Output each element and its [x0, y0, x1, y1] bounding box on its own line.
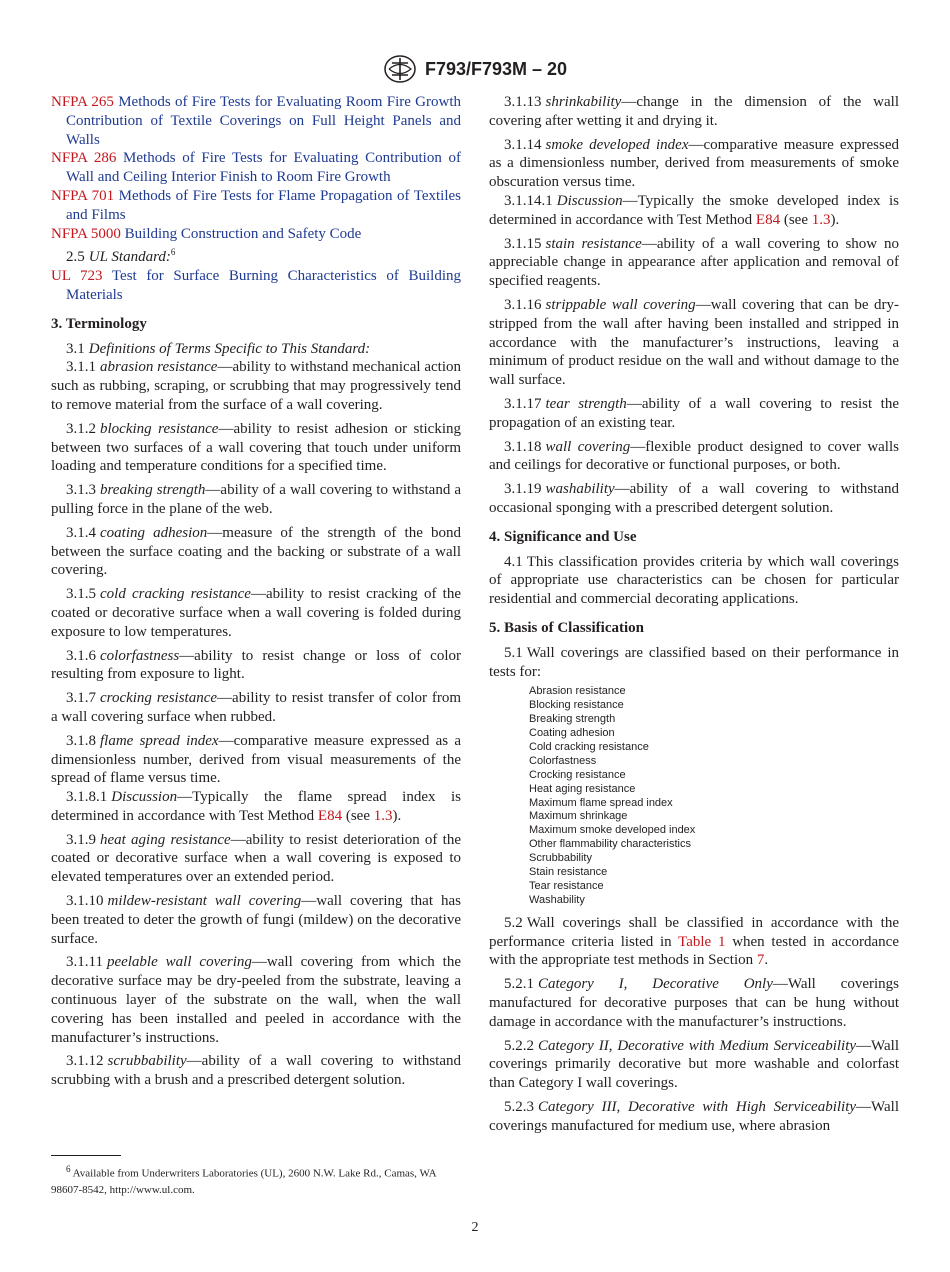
ref-code[interactable]: NFPA 5000 — [51, 225, 121, 242]
link-section-1-3[interactable]: 1.3 — [373, 807, 393, 824]
definition-paragraph: 3.1 Definitions of Terms Specific to This Standard: — [66, 340, 371, 357]
list-item: Coating adhesion — [529, 727, 615, 740]
paragraph-5-2: 5.2 Wall coverings shall be classified in accordance with the performance criteria listed in Table 1 when tested in accordance with the appropriate test methods in Section 7. — [489, 914, 899, 969]
paragraph-4-1: 4.1 This classification provides criteria by which wall coverings of appropriate use characteristics can be chosen for particular residential and commercial decorating applications. — [489, 553, 899, 608]
list-item: Heat aging resistance — [529, 782, 636, 795]
definition-paragraph: 3.1.1 abrasion resistance—ability to withstand mechanical action such as rubbing, scraping, or scrubbing that may progressively tend to remove material from the surface of a wall covering. — [51, 359, 461, 413]
list-item: Stain resistance — [529, 866, 608, 879]
list-item: Maximum smoke developed index — [529, 824, 696, 837]
ref-title[interactable]: Methods of Fire Tests for Evaluating Contribution of Wall and Ceiling Interior Finish to Room Fire Growth — [66, 150, 462, 186]
left-column — [51, 93, 461, 1095]
category-paragraph: 5.2.3 Category III, Decorative with High Serviceability—Wall coverings manufactured for medium use, where abrasion — [489, 1098, 899, 1134]
ref-code[interactable]: UL 723 — [51, 268, 103, 285]
definition-paragraph: 3.1.19 washability—ability of a wall covering to withstand occasional sponging with a prescribed detergent solution. — [489, 481, 899, 516]
definition-paragraph: 3.1.15 stain resistance—ability of a wall covering to show no appreciable change in appearance after application and removal of specified reagents. — [489, 235, 900, 290]
list-item: Abrasion resistance — [529, 685, 626, 698]
ref-title[interactable]: Test for Surface Burning Characteristics of Building Materials — [66, 268, 461, 303]
definition-paragraph: 3.1.13 shrinkability—change in the dimension of the wall covering after wetting it and drying it. — [489, 94, 899, 129]
reference-nfpa-5000 — [51, 225, 461, 244]
astm-logo-icon — [383, 54, 417, 84]
list-item: Tear resistance — [529, 880, 604, 892]
list-item: Crocking resistance — [529, 768, 626, 781]
list-item: Maximum flame spread index — [529, 796, 673, 809]
definition-paragraph: 3.1.2 blocking resistance—ability to resist adhesion or sticking between two surfaces of a wall covering that touch under uniform loading and temperature conditions for a specified time. — [51, 420, 461, 475]
reference-ul-723 — [51, 267, 461, 305]
link-section-7[interactable]: 7 — [756, 952, 765, 969]
paragraph-5-1: 5.1 Wall coverings are classified based on their performance in tests for: — [489, 644, 899, 680]
ref-code[interactable]: NFPA 265 — [51, 94, 114, 110]
definition-paragraph: 3.1.6 colorfastness—ability to resist change or loss of color resulting from exposure to light. — [51, 647, 461, 683]
footnote-divider — [51, 1155, 121, 1156]
discussion-paragraph: 3.1.8.1 Discussion—Typically the flame spread index is determined in accordance with Test Method E84 (see 1.3). — [51, 789, 461, 824]
definition-paragraph: 3.1.7 crocking resistance—ability to resist transfer of color from a wall covering surface when rubbed. — [51, 690, 462, 725]
ref-code[interactable]: NFPA 286 — [51, 150, 117, 167]
definition-paragraph: 3.1.11 peelable wall covering—wall covering from which the decorative surface may be dry-peeled from the substrate, leaving a continuous layer of the substrate on the wall, when the wall covering has been installed and peeled in accordance with the manufacturer’s instructions. — [51, 954, 461, 1046]
definition-paragraph: 3.1.8 flame spread index—comparative measure expressed as a dimensionless number, derived from visual measurements of the spread of flame versus time. — [51, 732, 461, 787]
definition-paragraph: 3.1.18 wall covering—flexible product designed to cover walls and ceilings for decorative or functional purposes, or both. — [489, 438, 899, 474]
list-item: Breaking strength — [529, 713, 616, 726]
link-section-1-3[interactable]: 1.3 — [811, 211, 831, 228]
ref-title[interactable]: Building Construction and Safety Code — [124, 225, 362, 242]
category-paragraph: 5.2.1 Category I, Decorative Only—Wall coverings manufactured for decorative purposes that can be hung without damage in accordance with the manufacturer’s instructions. — [489, 976, 899, 1030]
list-item: Cold cracking resistance — [529, 740, 649, 753]
ref-title[interactable]: Methods of Fire Tests for Flame Propagation of Textiles and Films — [66, 187, 462, 223]
link-e84[interactable]: E84 — [755, 211, 781, 228]
test-list — [529, 685, 899, 908]
page-number: 2 — [471, 1220, 479, 1235]
list-item: Washability — [529, 893, 585, 906]
section-heading-significance: 4. Significance and Use — [489, 528, 637, 545]
section-heading-terminology: 3. Terminology — [51, 315, 147, 332]
section-2-5: 2.5 UL Standard:$^6$ — [66, 247, 176, 266]
definition-paragraph: 3.1.14 smoke developed index—comparative measure expressed as a dimensionless number, derived from measurements of smoke obscuration versus time. — [489, 136, 899, 191]
link-e84[interactable]: E84 — [317, 807, 343, 824]
standard-designation: F793/F793M – 20 — [424, 58, 568, 79]
list-item: Colorfastness — [529, 754, 597, 767]
reference-nfpa-286 — [51, 149, 461, 187]
definition-paragraph: 3.1.16 strippable wall covering—wall covering that can be dry-stripped from the wall after having been installed and stripped in accordance with the manufacturer’s instructions, leaving a minimum of product residue on the wall and without damage to the wall surface. — [489, 296, 900, 389]
discussion-paragraph: 3.1.14.1 Discussion—Typically the smoke developed index is determined in accordance with Test Method E84 (see 1.3). — [489, 192, 899, 228]
definition-paragraph: 3.1.3 breaking strength—ability of a wall covering to withstand a pulling force in the plane of the web. — [51, 482, 461, 517]
definition-paragraph: 3.1.17 tear strength—ability of a wall covering to resist the propagation of an existing tear. — [489, 395, 899, 431]
reference-nfpa-265 — [51, 93, 461, 149]
ref-code[interactable]: NFPA 701 — [51, 187, 115, 204]
link-table-1[interactable]: Table 1 — [678, 933, 726, 950]
footnote: $^6$ Available from Underwriters Laboratories (UL), 2600 N.W. Lake Rd., Camas, WA 98607-8542, http://www.ul.com. — [51, 1164, 436, 1196]
right-column — [489, 93, 899, 1141]
definition-paragraph: 3.1.4 coating adhesion—measure of the strength of the bond between the surface coating and the backing or substrate of a wall covering. — [51, 524, 461, 579]
category-paragraph: 5.2.2 Category II, Decorative with Medium Serviceability—Wall coverings primarily decorative but more washable and colorfast than Category I wall coverings. — [489, 1037, 899, 1092]
ref-title[interactable]: Methods of Fire Tests for Evaluating Room Fire Growth Contribution of Textile Coverings on Full Height Panels and Walls — [66, 94, 462, 148]
list-item: Blocking resistance — [529, 699, 624, 712]
list-item: Other flammability characteristics — [529, 838, 691, 851]
list-item: Maximum shrinkage — [529, 810, 628, 823]
definition-paragraph: 3.1.5 cold cracking resistance—ability to resist cracking of the coated or decorative surface when a wall covering is folded during exposure to low temperatures. — [51, 586, 461, 640]
list-item: Scrubbability — [529, 852, 592, 865]
page-header — [0, 52, 950, 86]
definition-paragraph: 3.1.9 heat aging resistance—ability to resist deterioration of the coated or decorative surface when a wall covering is exposed to elevated temperatures over an extended period. — [51, 831, 461, 886]
reference-nfpa-701 — [51, 187, 461, 225]
definition-paragraph: 3.1.12 scrubbability—ability of a wall covering to withstand scrubbing with a brush and a prescribed detergent solution. — [51, 1053, 461, 1089]
section-heading-classification: 5. Basis of Classification — [489, 619, 645, 636]
definition-paragraph: 3.1.10 mildew-resistant wall covering—wall covering that has been treated to deter the growth of fungi (mildew) on the decorative surface. — [51, 893, 461, 947]
